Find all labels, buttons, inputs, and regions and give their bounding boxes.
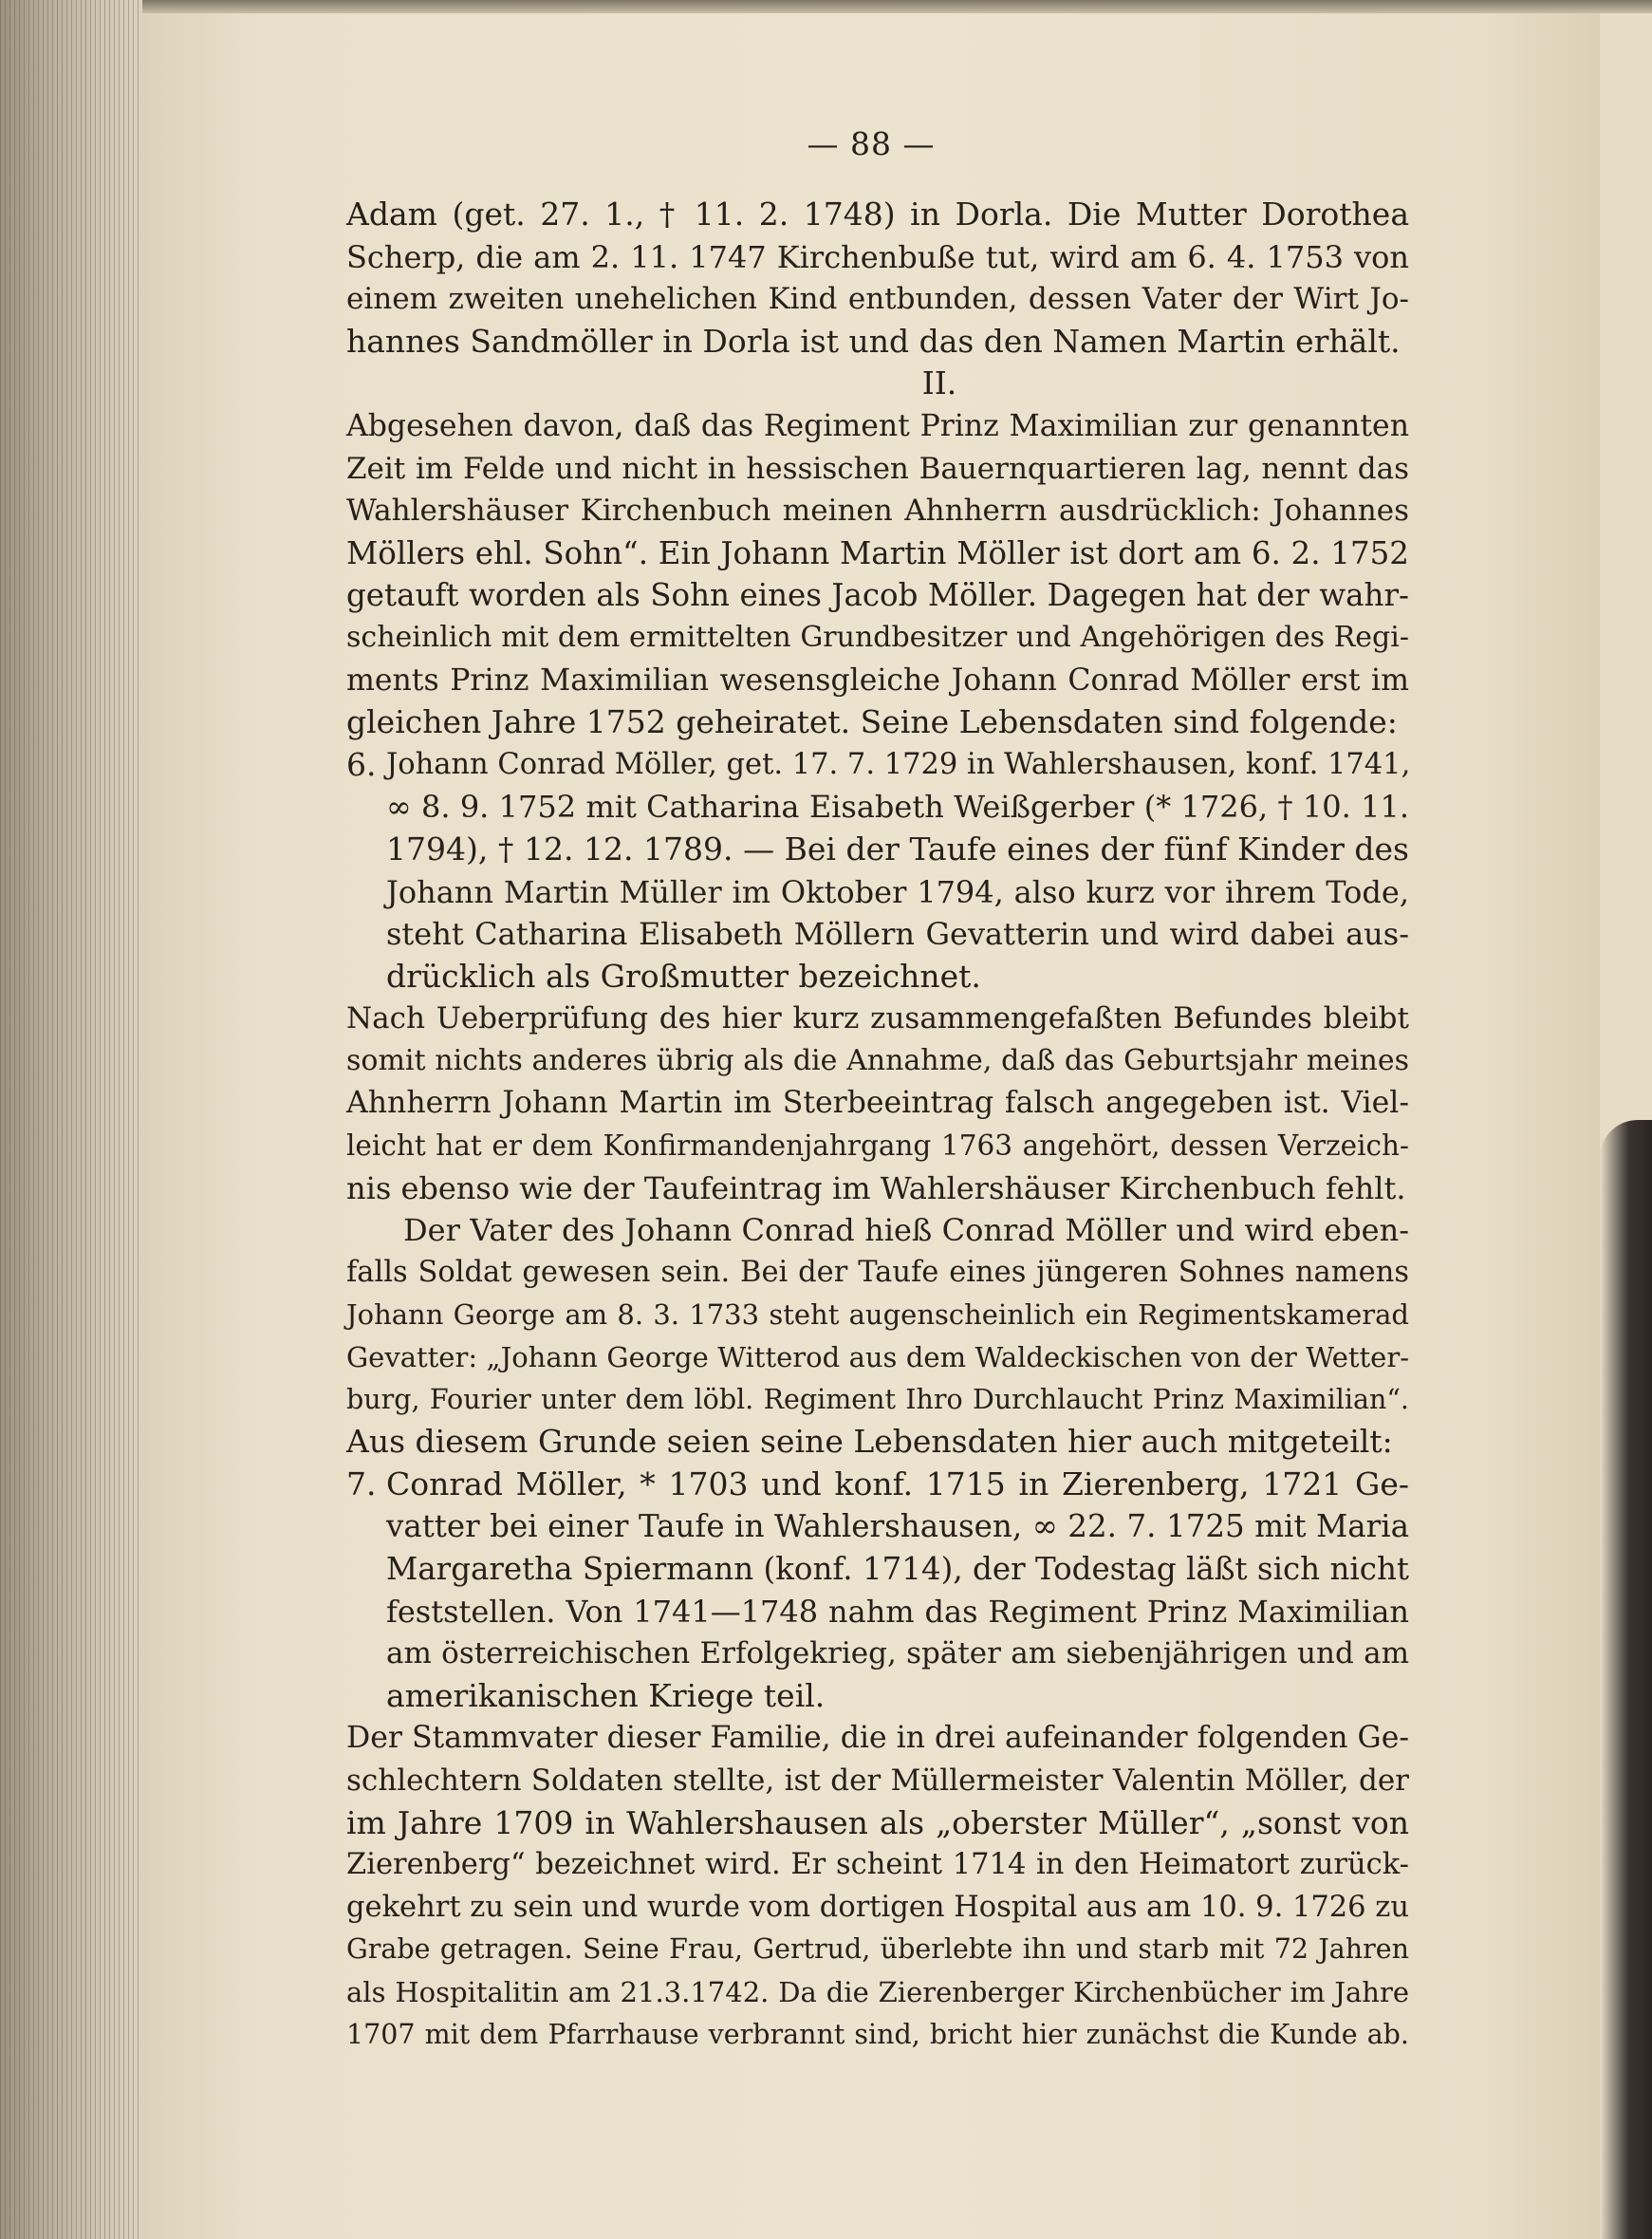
text-line: Zierenberg“ bezeichnet wird. Er scheint 1714 in den Heimatort zurück- (346, 1848, 1409, 1882)
text-line: Zeit im Felde und nicht in hessischen Bauernquartieren lag, nennt das (346, 451, 1409, 486)
genealogy-entry-6 (346, 744, 1409, 998)
text-line: schlechtern Soldaten stellte, ist der Müllermeister Valentin Möller, der (346, 1763, 1409, 1798)
text-line: Adam (get. 27. 1., † 11. 2. 1748) in Dorla. Die Mutter Dorothea (346, 196, 1409, 233)
text-line: falls Soldat gewesen sein. Bei der Taufe eines jüngeren Sohnes namens (346, 1255, 1409, 1289)
text-line: burg, Fourier unter dem löbl. Regiment Ihro Durchlaucht Prinz Maximilian“. (346, 1383, 1409, 1415)
text-line: Conrad Möller, * 1703 und konf. 1715 in Zierenberg, 1721 Ge- (386, 1465, 1409, 1502)
text-line: scheinlich mit dem ermittelten Grundbesitzer und Angehörigen des Regi- (346, 620, 1409, 654)
text-line: steht Catharina Elisabeth Möllern Gevatterin und wird dabei aus- (386, 916, 1409, 953)
text-line: nis ebenso wie der Taufeintrag im Wahlershäuser Kirchenbuch fehlt. (346, 1169, 1406, 1206)
text-line: 1794), † 12. 12. 1789. — Bei der Taufe eines der fünf Kinder des (386, 830, 1409, 868)
book-top-edge (142, 0, 1652, 13)
book-page-edges (0, 0, 142, 2239)
text-line: hannes Sandmöller in Dorla ist und das den Namen Martin erhält. (346, 322, 1401, 360)
text-line: Nach Ueberprüfung des hier kurz zusammengefaßten Befundes bleibt (346, 1001, 1409, 1036)
text-line: Der Stammvater dieser Familie, die in drei aufeinander folgenden Ge- (346, 1721, 1409, 1756)
page-number: — 88 — (807, 125, 936, 162)
genealogy-entry-7 (346, 1464, 1409, 1718)
book-page (142, 13, 1600, 2239)
text-line: ∞ 8. 9. 1752 mit Catharina Eisabeth Weißgerber (* 1726, † 10. 11. (386, 789, 1409, 826)
paragraph-nach (346, 998, 1409, 1209)
text-line: Johann George am 8. 3. 1733 steht augenscheinlich ein Regimentskamerad (346, 1298, 1409, 1332)
text-line: gekehrt zu sein und wurde vom dortigen Hospital aus am 10. 9. 1726 zu (346, 1890, 1409, 1924)
text-line: gleichen Jahre 1752 geheiratet. Seine Lebensdaten sind folgende: (346, 703, 1398, 741)
text-line: Der Vater des Johann Conrad hieß Conrad Möller und wird eben- (403, 1212, 1409, 1249)
text-line: Johann Martin Müller im Oktober 1794, also kurz vor ihrem Tode, (386, 873, 1409, 910)
text-line: Wahlershäuser Kirchenbuch meinen Ahnherrn ausdrücklich: Johannes (346, 494, 1409, 529)
text-line: Scherp, die am 2. 11. 1747 Kirchenbuße tut, wird am 6. 4. 1753 von (346, 238, 1409, 275)
paragraph-abgesehen (346, 405, 1409, 744)
text-line: somit nichts anderes übrig als die Annahme, daß das Geburtsjahr meines (346, 1043, 1409, 1077)
text-line: Möllers ehl. Sohn“. Ein Johann Martin Möller ist dort am 6. 2. 1752 (346, 534, 1409, 571)
text-line: einem zweiten unehelichen Kind entbunden, dessen Vater der Wirt Jo- (346, 282, 1409, 317)
text-line: im Jahre 1709 in Wahlershausen als „oberster Müller“, „sonst von (346, 1803, 1409, 1841)
text-line: am österreichischen Erfolgekrieg, später am siebenjährigen und am (386, 1636, 1409, 1671)
text-line: getauft worden als Sohn eines Jacob Möller. Dagegen hat der wahr- (346, 577, 1409, 614)
text-line: Grabe getragen. Seine Frau, Gertrud, überlebte ihn und starb mit 72 Jahren (346, 1933, 1409, 1966)
text-line: Gevatter: „Johann George Witterod aus dem Waldeckischen von der Wetter- (346, 1341, 1409, 1374)
text-line: amerikanischen Kriege teil. (386, 1676, 826, 1714)
section-heading: II. (921, 364, 957, 402)
text-line: feststellen. Von 1741—1748 nahm das Regiment Prinz Maximilian (386, 1593, 1409, 1630)
entry-number: 6. (346, 745, 377, 783)
entry-number: 7. (346, 1465, 377, 1502)
text-line: Abgesehen davon, daß das Regiment Prinz Maximilian zur genannten (346, 408, 1409, 443)
text-line: drücklich als Großmutter bezeichnet. (386, 957, 981, 995)
text-line: Ahnherrn Johann Martin im Sterbeeintrag falsch angegeben ist. Viel- (346, 1086, 1409, 1121)
paragraph-vater (346, 1209, 1409, 1464)
text-line: Margaretha Spiermann (konf. 1714), der Todestag läßt sich nicht (386, 1551, 1409, 1587)
text-line: leicht hat er dem Konfirmandenjahrgang 1763 angehört, dessen Verzeich- (346, 1129, 1409, 1163)
text-line: 1707 mit dem Pfarrhause verbrannt sind, bricht hier zunächst die Kunde ab. (346, 2018, 1409, 2050)
page-text (346, 194, 1409, 2056)
text-line: Aus diesem Grunde seien seine Lebensdaten hier auch mitgeteilt: (346, 1423, 1393, 1461)
text-line: Johann Conrad Möller, get. 17. 7. 1729 in Wahlershausen, konf. 1741, (386, 747, 1411, 781)
text-line: ments Prinz Maximilian wesensgleiche Johann Conrad Möller erst im (346, 662, 1409, 698)
book-spine-shadow (1600, 1120, 1652, 2239)
paragraph-adam (346, 194, 1409, 363)
text-line: als Hospitalitin am 21.3.1742. Da die Zierenberger Kirchenbücher im Jahre (346, 1975, 1409, 2008)
paragraph-stammvater (346, 1717, 1409, 2056)
text-line: vatter bei einer Taufe in Wahlershausen, ∞ 22. 7. 1725 mit Maria (386, 1508, 1409, 1545)
